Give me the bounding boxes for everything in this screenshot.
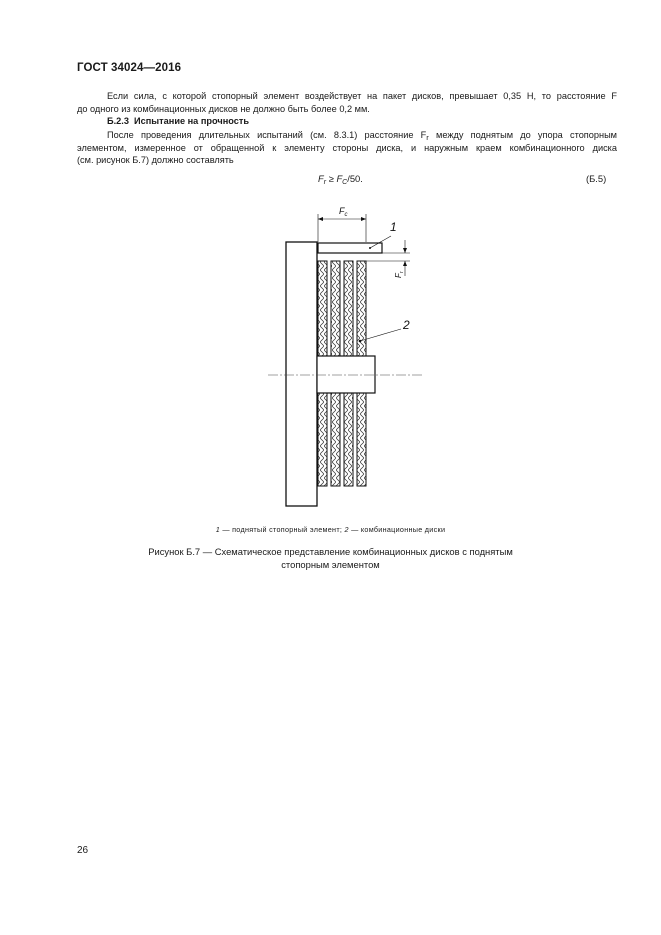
paragraph-2-line-1-b: между поднятым до упора стопорным bbox=[428, 130, 617, 140]
hub bbox=[317, 356, 375, 393]
base-plate bbox=[286, 242, 317, 506]
paragraph-2-line-3: (см. рисунок Б.7) должно составлять bbox=[77, 155, 234, 166]
formula-lhs-sub: r bbox=[323, 179, 327, 186]
figure-caption bbox=[110, 545, 551, 571]
section-title: Испытание на прочность bbox=[134, 116, 250, 126]
equation-number: (Б.5) bbox=[586, 173, 607, 184]
paragraph-2 bbox=[77, 129, 617, 167]
formula-tail: /50. bbox=[347, 173, 363, 184]
legend-number-1: 1 bbox=[215, 525, 221, 534]
legend-text-1: — поднятый стопорный элемент; bbox=[220, 525, 345, 534]
legend-number-2: 2 bbox=[344, 525, 349, 534]
document-header: ГОСТ 34024—2016 bbox=[77, 62, 182, 74]
paragraph-2-line-1 bbox=[77, 129, 617, 142]
callout-2-label: 2 bbox=[403, 318, 410, 332]
callout-1-dot bbox=[369, 247, 371, 249]
fr-arrow-top bbox=[403, 248, 407, 253]
section-number: Б.2.3 bbox=[107, 116, 129, 126]
paragraph-1-line-2: до одного из комбинационных дисков не должно быть более 0,2 мм. bbox=[77, 103, 370, 114]
locking-element bbox=[318, 243, 382, 253]
figure-b7-diagram bbox=[260, 198, 430, 518]
formula-operator: ≥ bbox=[326, 173, 337, 184]
paragraph-2-line-1-a: После проведения длительных испытаний (см. 8.3.1) расстояние F bbox=[107, 130, 427, 140]
callout-2-dot bbox=[359, 340, 362, 343]
fc-arrow-left bbox=[318, 217, 323, 221]
paragraph-2-line-2: элементом, измеренное от обращенной к элементу стороны диска, и наружным краем комбинационного диска bbox=[77, 142, 617, 153]
page-number: 26 bbox=[77, 845, 89, 856]
formula-rhs: F bbox=[336, 173, 343, 184]
fc-arrow-right bbox=[361, 217, 366, 221]
formula-lhs: F bbox=[318, 173, 324, 184]
paragraph-1 bbox=[77, 90, 617, 115]
formula bbox=[318, 173, 363, 184]
paragraph-2-subscript: r bbox=[426, 133, 429, 142]
figure-legend bbox=[0, 525, 661, 534]
fr-arrow-bottom bbox=[403, 261, 407, 266]
fr-label: $F_r$ bbox=[394, 271, 405, 278]
callout-1-label: 1 bbox=[390, 220, 397, 234]
formula-rhs-sub: C bbox=[342, 179, 348, 186]
paragraph-1-line-1: Если сила, с которой стопорный элемент воздействует на пакет дисков, превышает 0,35 Н, то расстояние F bbox=[107, 91, 617, 101]
section-heading bbox=[107, 116, 249, 126]
caption-line-1: Рисунок Б.7 — Схематическое представление комбинационных дисков с поднятым bbox=[148, 546, 513, 557]
legend-text-2: — комбинационные диски bbox=[348, 525, 446, 534]
fc-label: $F_c$ bbox=[339, 206, 348, 218]
caption-line-2: стопорным элементом bbox=[281, 559, 380, 570]
